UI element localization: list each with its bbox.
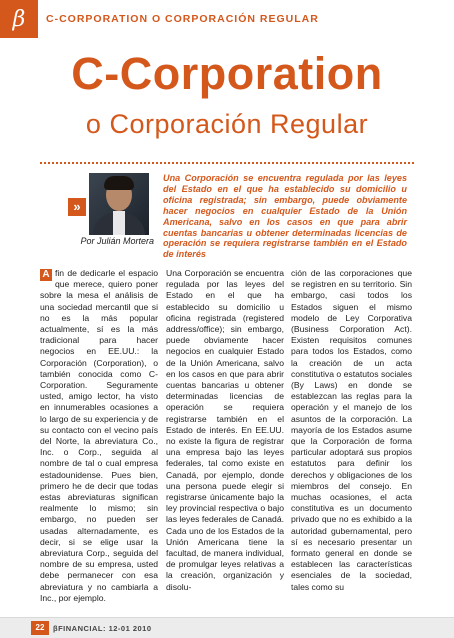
issue-label: βFINANCIAL: 12-01 2010	[53, 624, 152, 633]
article-subtitle: o Corporación Regular	[85, 109, 369, 139]
section-label: C-CORPORATION O CORPORACIÓN REGULAR	[46, 13, 319, 25]
page-header	[0, 0, 454, 38]
article-title: C-Corporation	[71, 48, 383, 99]
drop-cap: A	[40, 269, 52, 281]
lead-paragraph: Una Corporación se encuentra regulada por las leyes del Estado en el que ha establecido su domicilio u oficina registrada; sin embargo, puede obviamente hacer negocios en cualquier Estado de la Unión Americana, salvo en los casos en que para abrir cuentas bancarias u obtener determinadas licencias de operación se requiera registrarse también en el Estado de interés	[163, 173, 407, 260]
body-column-3: ción de las corporaciones que se registren en su territorio. Sin embargo, casi todos los Estados siguen el mismo modelo de Ley Corporativa (Business Corporation Act). Existen requisitos comunes para todos los Estados, como la creación de un acta constitutiva o estatutos sociales (By Laws) en donde se establezcan las reglas para la operación y el manejo de los asuntos de la corporación. La mayoría de los Estados asume que la Corporación de forma particular adoptará sus propios estatutos para definir los derechos y obligaciones de los miembros del consejo. En muchas ocasiones, el acta constitutiva es un documento privado que no es exhibido a la autoridad gubernamental, pero sí es necesario presentar un formato general en donde se establecen las características esenciales de la sociedad, tales como su	[291, 268, 412, 592]
arrow-icon: »	[68, 198, 86, 216]
dotted-divider	[40, 162, 414, 164]
author-byline: Por Julián Mortera	[80, 236, 154, 246]
body-column-1	[40, 268, 158, 604]
beta-logo: β	[0, 0, 38, 38]
body-column-1-text: fin de dedicarle el espacio que merece, quiero poner sobre la mesa el análisis de una sociedad mercantil que si no es la más popular actualmente, sí es la más tradicional para hacer negocios en EE.UU.: la Corporación (Corporation), o también conocida como C-Corporation. Seguramente usted, amigo lector, ha visto en innumerables ocasiones a lo largo de su experiencia y de su contacto con el vecino país del Norte, la abreviatura Co., Inc. o Corp., seguida al nombre de tal o cual empresa estadounidense. Pues bien, primero he de decir que todas estas abreviaturas significan realmente lo mismo; sin embargo, no pueden ser usadas alternadamente, es decir, si se elige usar la abreviatura Corp., seguida del nombre de su empresa, usted debe permanecer con esa abreviatura y no cambiarla a Inc., por ejemplo.	[40, 268, 158, 603]
page-number: 22	[31, 621, 49, 635]
author-photo-hair	[104, 176, 134, 190]
body-column-2: Una Corporación se encuentra regulada por las leyes del Estado en el que ha establecido su domicilio u oficina registrada (registered address/office); sin embargo, puede obviamente hacer negocios en cualquier Estado de la Unión Americana, salvo en los casos en que para abrir cuentas bancarias u obtener determinadas licencias de operación se requiera registrarse también en el Estado de interés. En EE.UU. no existe la figura de registrar una empresa bajo las leyes federales, tal como existe en Canadá, por ejemplo, donde una persona puede elegir si registrarse únicamente bajo la ley provincial respectiva o bajo las leyes federales de Canadá. Cada uno de los Estados de la Unión Americana tiene la facultad, de manera individual, de promulgar leyes relativas a la creación, organización y disolu-	[166, 268, 285, 592]
author-photo	[89, 173, 149, 235]
author-photo-shirt	[113, 211, 125, 235]
